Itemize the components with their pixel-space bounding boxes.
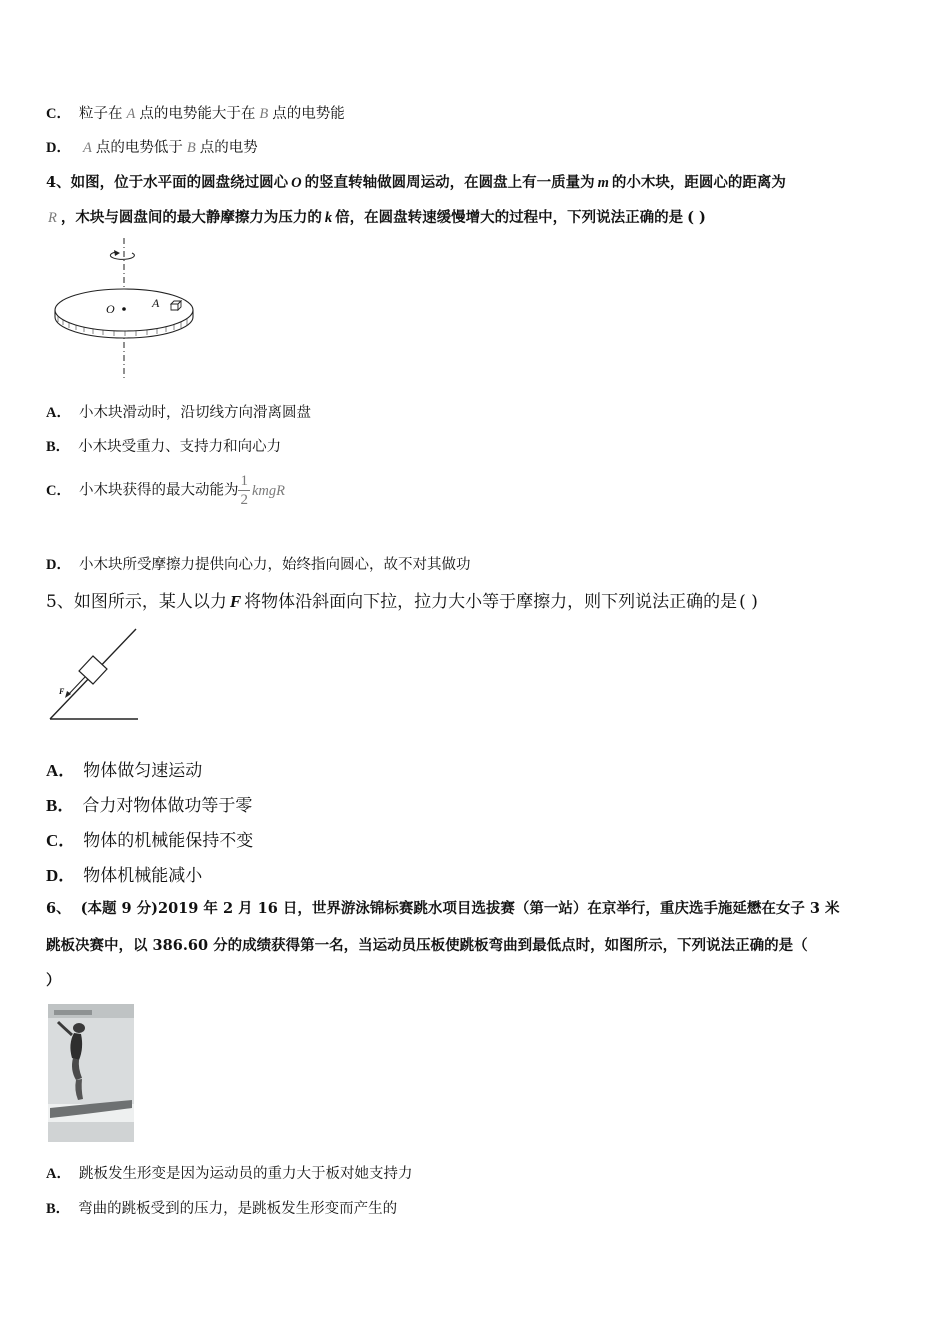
q5-incline-figure xyxy=(44,624,144,722)
rotation-arrow-head xyxy=(114,250,120,256)
q6-stem-line2: 跳板决赛中，以 386.60 分的成绩获得第一名，当运动员压板使跳板弯曲到最低点时，如图所示，下列说法正确的是（ xyxy=(46,937,808,954)
q6-option-a: A． 跳板发生形变是因为运动员的重力大于板对她支持力 xyxy=(46,1166,413,1182)
q4-option-d: D． 小木块所受摩擦力提供向心力，始终指向圆心，故不对其做功 xyxy=(46,557,471,573)
q4-disc-figure xyxy=(48,236,204,381)
photo-pool-edge xyxy=(48,1122,134,1142)
fraction-one-half: $\frac{1}{2}$ xyxy=(240,473,248,508)
label-f: F xyxy=(59,687,65,696)
label-o: O xyxy=(106,302,115,316)
label-a: A xyxy=(152,296,160,310)
q4-option-a: A． 小木块滑动时，沿切线方向滑离圆盘 xyxy=(46,405,311,421)
q5-option-d: D． 物体机械能减小 xyxy=(46,866,203,886)
disc-center-dot xyxy=(122,307,126,311)
wood-block xyxy=(171,301,181,310)
q4-stem-line2: R ，木块与圆盘间的最大静摩擦力为压力的 k 倍，在圆盘转速缓慢增大的过程中，下列说法正确的是 ( ) xyxy=(48,209,706,226)
q5-option-c: C． 物体的机械能保持不变 xyxy=(46,831,254,851)
q4-stem-line1: 4、如图，位于水平面的圆盘绕过圆心 O 的竖直转轴做圆周运动，在圆盘上有一质量为 m 的小木块，距圆心的距离为 xyxy=(46,174,786,191)
q6-diver-photo xyxy=(48,1004,134,1142)
q4-option-b: B． 小木块受重力、支持力和向心力 xyxy=(46,439,282,455)
photo-banner xyxy=(54,1010,92,1015)
q3-option-d: D． A 点的电势低于 B 点的电势 xyxy=(46,140,258,156)
q6-option-b: B． 弯曲的跳板受到的压力，是跳板发生形变而产生的 xyxy=(46,1201,398,1217)
q6-stem-line1: 6、 (本题 9 分)2019 年 2 月 16 日，世界游泳锦标赛跳水项目选拔赛（第一站）在京举行，重庆选手施延懋在女子 3 米 xyxy=(46,900,840,917)
q3-option-c: C． 粒子在 A 点的电势能大于在 B 点的电势能 xyxy=(46,106,345,122)
q5-option-a: A． 物体做匀速运动 xyxy=(46,761,203,781)
q5-option-b: B． 合力对物体做功等于零 xyxy=(46,796,253,816)
q4-option-c: C． 小木块获得的最大动能为 $\frac{1}{2}$ kmgR xyxy=(46,473,285,508)
q5-stem: 5、如图所示，某人以力 F 将物体沿斜面向下拉，拉力大小等于摩擦力，则下列说法正确的是 ( ) xyxy=(46,592,758,612)
block xyxy=(79,656,107,684)
q6-stem-line3: ） xyxy=(46,972,61,989)
rotation-arrow xyxy=(110,252,134,259)
